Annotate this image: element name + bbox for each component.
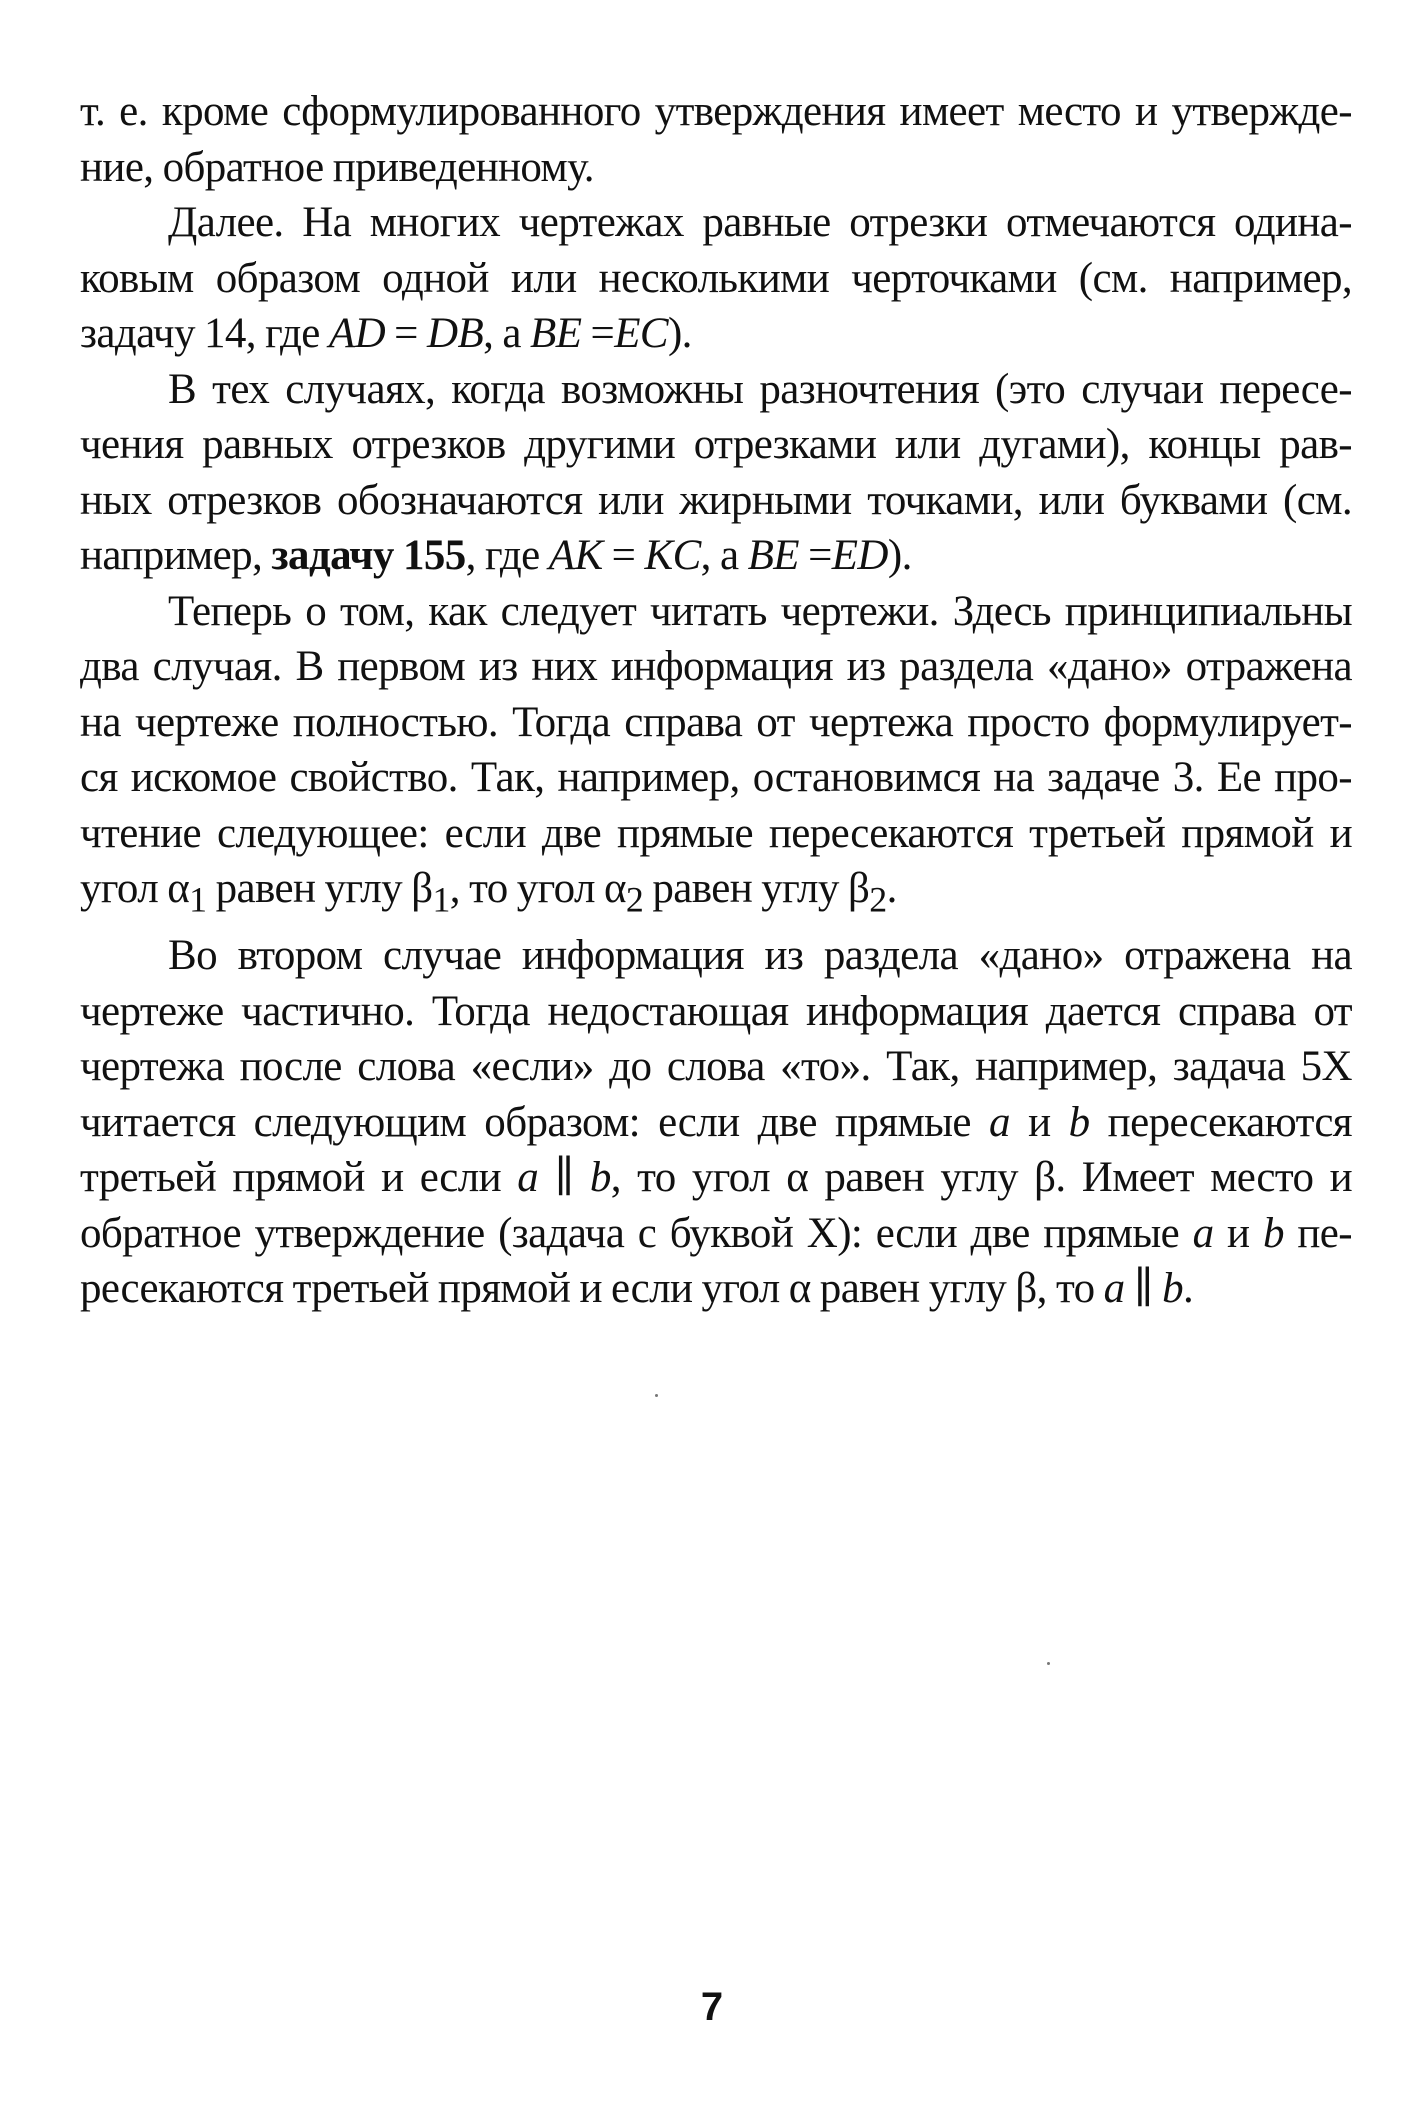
text-run: задачу 14, где — [80, 310, 329, 357]
math-var: ED — [831, 532, 888, 579]
text-run: , то угол — [610, 1154, 787, 1202]
text-line: чертежа после слова «если» до слова «то». Так, например, задача 5Х — [80, 1043, 1352, 1091]
text-line: на чертеже полностью. Тогда справа от чертежа просто формулирует- — [80, 698, 1352, 746]
paragraph-4 — [80, 584, 1352, 929]
text-line: ковым образом одной или несколькими черточками (см. например, — [80, 254, 1352, 302]
math-var: BE — [530, 310, 582, 357]
math-var: a — [989, 1098, 1010, 1146]
text-line — [80, 1150, 1352, 1206]
text-run: и — [1213, 1209, 1263, 1257]
text-run: равен углу — [643, 865, 848, 912]
greek-symbol: β — [1034, 1154, 1056, 1202]
text-run: , а — [700, 532, 748, 579]
text-run: равен углу — [810, 1265, 1016, 1313]
math-var: b — [589, 1154, 611, 1202]
text-line: В тех случаях, когда возможны разночтения (это случаи пересе- — [168, 365, 1352, 413]
subscript: 1 — [432, 879, 450, 920]
text-line: два случая. В первом из них информация из раздела «дано» отражена — [80, 643, 1352, 690]
text-line: чтение следующее: если две прямые пересекаются третьей прямой и — [80, 809, 1352, 857]
text-run: , то угол — [449, 865, 604, 912]
text-line: ных отрезков обозначаются или жирными точками, или буквами (см. — [80, 476, 1352, 524]
subscript: 2 — [625, 879, 644, 920]
paragraph-3 — [80, 362, 1352, 584]
math-var: b — [1262, 1209, 1284, 1257]
greek-symbol: α — [786, 1154, 809, 1202]
text-line: Во втором случае информация из раздела «дано» отражена на — [168, 932, 1352, 980]
text-run: равен углу — [206, 865, 412, 912]
text-line: Теперь о том, как следует читать чертежи. Здесь принципиальны — [168, 587, 1352, 635]
text-run: . — [1183, 1265, 1194, 1313]
math-var: b — [1068, 1098, 1090, 1146]
greek-symbol: β — [1015, 1265, 1037, 1313]
text-run: = — [581, 310, 615, 357]
subscript: 1 — [189, 879, 207, 920]
text-line: ся искомое свойство. Так, например, остановимся на задаче 3. Ее про- — [80, 754, 1352, 801]
text-run: , то — [1036, 1265, 1104, 1313]
paragraph-5 — [80, 928, 1352, 1317]
scan-speck — [655, 1394, 658, 1397]
text-run: и — [1009, 1098, 1069, 1146]
text-run: пересекаются — [1089, 1098, 1352, 1146]
text-line — [80, 861, 1352, 928]
page-number: 7 — [700, 1985, 724, 2029]
text-run: читается следующим образом: если две прямые — [80, 1098, 990, 1146]
math-var: EC — [614, 310, 668, 357]
text-run: обратное утверждение (задача с буквой Х): если две прямые — [80, 1209, 1193, 1257]
text-run: = — [385, 310, 427, 357]
text-run: , а — [483, 310, 531, 357]
greek-symbol: β — [411, 865, 433, 912]
math-var: a — [1192, 1209, 1214, 1257]
text-line — [80, 1095, 1352, 1151]
text-run: = — [798, 532, 832, 579]
bold-reference: задачу 155 — [271, 532, 466, 579]
greek-symbol: α — [603, 865, 626, 912]
text-run: третьей прямой и если — [80, 1154, 518, 1202]
text-run: например, — [80, 532, 272, 579]
text-run: . — [886, 865, 897, 912]
text-line: Далее. На многих чертежах равные отрезки отмечаются одина- — [168, 199, 1352, 246]
text-run: пе- — [1283, 1209, 1352, 1257]
math-var: a — [1103, 1265, 1125, 1313]
math-var: AK — [548, 532, 603, 579]
text-line: чения равных отрезков другими отрезками или дугами), концы рав- — [80, 421, 1352, 468]
text-line — [80, 306, 1352, 362]
text-run: . Имеет место и — [1055, 1154, 1353, 1202]
math-var: KC — [644, 532, 701, 579]
greek-symbol: β — [847, 865, 870, 912]
paragraph-1 — [80, 84, 1352, 195]
paragraph-2 — [80, 195, 1352, 362]
math-var: AD — [328, 310, 386, 357]
parallel-symbol: ∥ — [1124, 1265, 1163, 1313]
subscript: 2 — [869, 879, 887, 920]
text-line: т. е. кроме сформулированного утверждения имеет место и утвержде- — [80, 88, 1352, 135]
text-run: = — [602, 532, 645, 579]
math-var: b — [1162, 1265, 1183, 1313]
math-var: BE — [747, 532, 799, 579]
text-line — [80, 1206, 1352, 1262]
text-line — [80, 1261, 1352, 1317]
math-var: a — [517, 1154, 539, 1202]
math-var: DB — [426, 310, 484, 357]
greek-symbol: α — [167, 865, 190, 912]
text-run: ). — [667, 310, 692, 357]
text-run: угол — [80, 865, 168, 912]
text-run: ). — [887, 532, 912, 579]
text-line — [80, 528, 1352, 584]
scan-speck — [1047, 1662, 1050, 1665]
page-body — [80, 84, 1352, 1317]
greek-symbol: α — [788, 1265, 811, 1313]
text-line: ние, обратное приведенному. — [80, 143, 594, 191]
text-run: ресекаются третьей прямой и если угол — [80, 1265, 789, 1313]
text-run: , где — [465, 532, 549, 579]
text-line: чертеже частично. Тогда недостающая информация дается справа от — [80, 987, 1352, 1035]
parallel-symbol: ∥ — [538, 1154, 590, 1202]
text-run: равен углу — [808, 1154, 1035, 1202]
